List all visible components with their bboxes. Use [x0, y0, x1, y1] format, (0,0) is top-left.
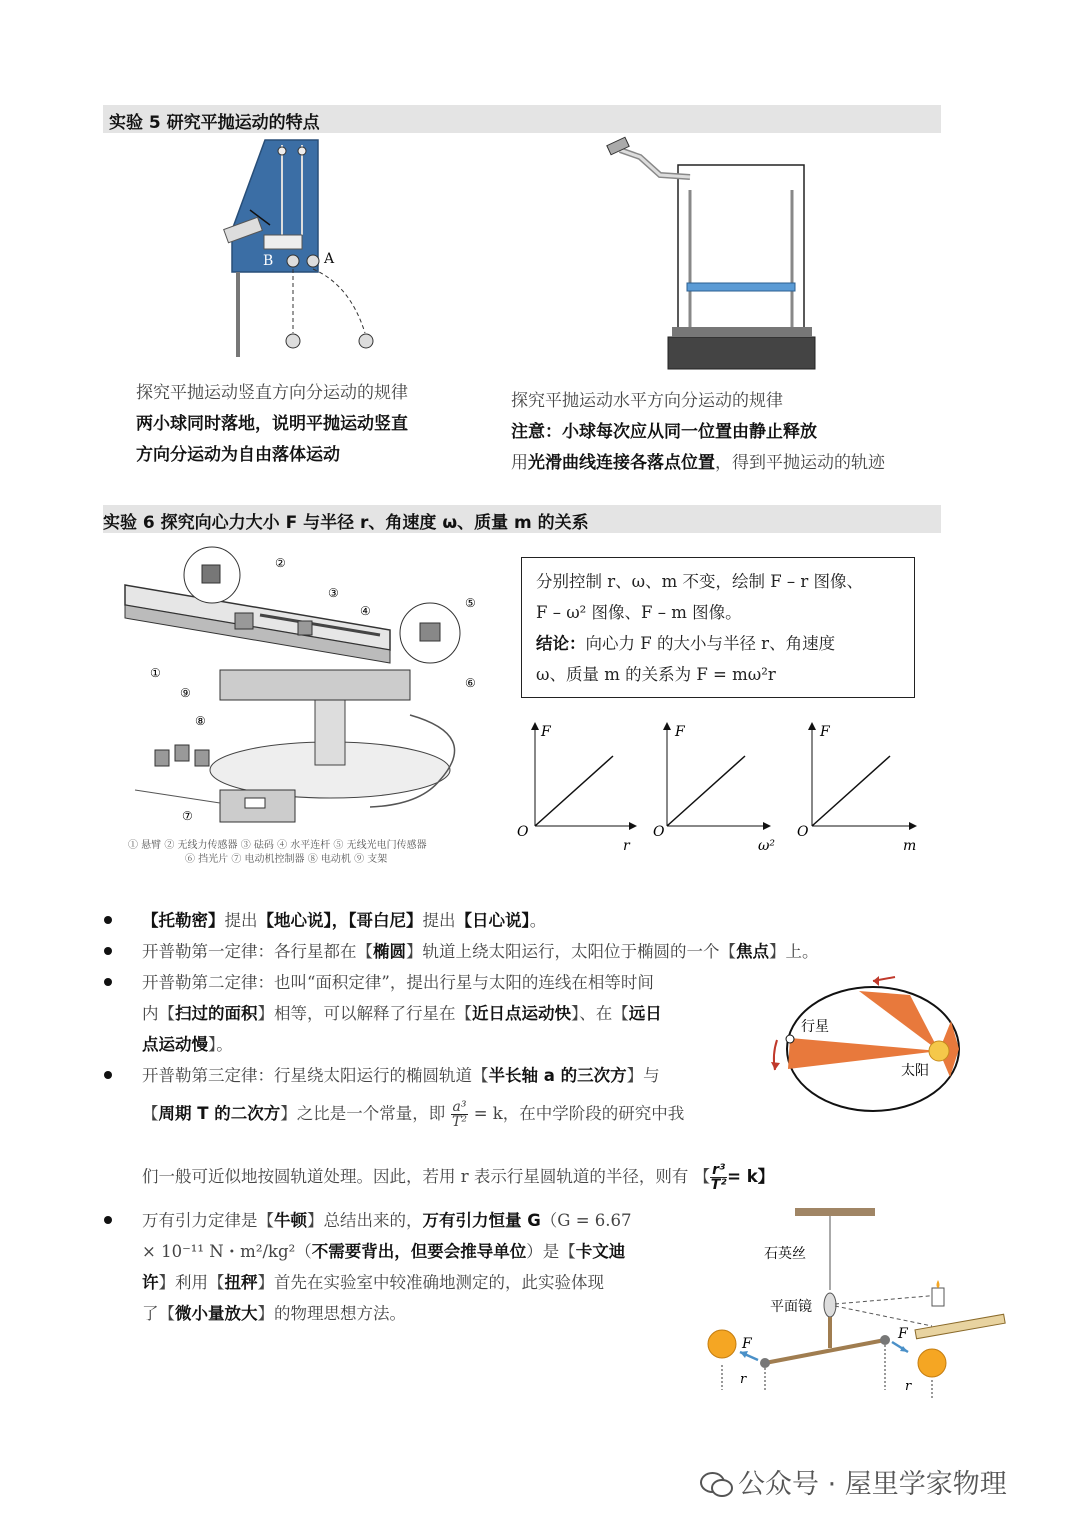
svg-text:O: O: [797, 824, 809, 840]
svg-text:④: ④: [360, 604, 371, 618]
bullet-5-line3: 许】利用【扭秤】首先在实验室中较准确地测定的，此实验体现: [142, 1273, 604, 1292]
right-caption-line1: 探究平抛运动水平方向分运动的规律: [511, 391, 783, 411]
svg-text:m: m: [903, 838, 917, 854]
bullet-5-line1: 万有引力定律是【牛顿】总结出来的，万有引力恒量 G（G = 6.67: [142, 1211, 632, 1230]
exp5-right-apparatus: [600, 135, 840, 375]
watermark: 公众号 · 屋里学家物理: [700, 1462, 1007, 1501]
svg-text:r: r: [740, 1372, 747, 1387]
bullet-dot-1: [104, 916, 112, 924]
svg-text:F: F: [675, 724, 685, 740]
box-line1: 分别控制 r、ω、m 不变，绘制 F – r 图像、: [536, 572, 864, 591]
label-b: B: [263, 253, 274, 269]
apparatus-legend-1: ① 悬臂 ② 无线力传感器 ③ 砝码 ④ 水平连杆 ⑤ 无线光电门传感器: [128, 840, 427, 851]
svg-text:⑥: ⑥: [465, 676, 476, 690]
exp6-apparatus: [120, 545, 490, 845]
exp6-graphs: [515, 718, 925, 858]
box-line2: F – ω² 图像、F – m 图像。: [536, 603, 742, 622]
graph-f-m: [797, 724, 916, 854]
exp6-conclusion-box: [521, 557, 915, 698]
graph-f-r: [517, 724, 633, 854]
torsion-balance-diagram: [700, 1200, 1020, 1410]
exp5-header: [103, 105, 941, 133]
exp5-left-apparatus: [220, 135, 390, 360]
left-caption-line2: 两小球同时落地，说明平抛运动竖直: [136, 414, 408, 434]
bullet-4-line3: 们一般可近似地按圆轨道处理。因此，若用 r 表示行星圆轨道的半径，则有 【 $\frac{\text{r³}}{\text{T²}}$ = k】: [142, 1162, 775, 1193]
box-line3: 结论：向心力 F 的大小与半径 r、角速度: [536, 634, 836, 653]
bullet-3-line1: 开普勒第二定律：也叫“面积定律”，提出行星与太阳的连线在相等时间: [142, 973, 654, 992]
bullet-3-line2: 内【扫过的面积】相等，可以解释了行星在【近日点运动快】、在【远日: [142, 1004, 662, 1023]
label-a: A: [324, 251, 335, 267]
kepler3-circle-fraction: $\frac{\text{r³}}{\text{T²}}$: [710, 1162, 727, 1193]
bullet-dot-2: [104, 947, 112, 955]
svg-text:②: ②: [275, 556, 286, 570]
svg-text:⑤: ⑤: [465, 596, 476, 610]
svg-text:F: F: [742, 1336, 752, 1352]
planet-label: 行星: [801, 1019, 829, 1035]
svg-text:F: F: [541, 724, 551, 740]
box-line4: ω、质量 m 的关系为 F = mω²r: [536, 665, 776, 684]
svg-text:⑦: ⑦: [182, 809, 193, 823]
wechat-icon: [700, 1472, 732, 1496]
kepler3-fraction: $\frac{\text{a³}}{\text{T²}}$: [452, 1099, 467, 1130]
bullet-1: 【托勒密】提出【地心说】，【哥白尼】提出【日心说】。: [142, 911, 547, 930]
bullet-dot-4: [104, 1071, 112, 1079]
graph-f-omega2: [653, 724, 775, 854]
svg-text:⑨: ⑨: [180, 686, 191, 700]
exp6-header: [103, 505, 941, 533]
bullet-4-line2: 【周期 T 的二次方】之比是一个常量，即 $\frac{\text{a³}}{\text{T²}}$ = k，在中学阶段的研究中我: [142, 1099, 685, 1130]
right-caption-line2: 注意：小球每次应从同一位置由静止释放: [511, 422, 817, 442]
exp6-title: 实验 6 探究向心力大小 F 与半径 r、角速度 ω、质量 m 的关系: [103, 513, 589, 533]
svg-text:r: r: [905, 1379, 912, 1394]
exp5-title: 实验 5 研究平抛运动的特点: [109, 113, 320, 133]
bullet-dot-3: [104, 978, 112, 986]
svg-text:F: F: [898, 1326, 908, 1342]
bullet-2: 开普勒第一定律：各行星都在【椭圆】轨道上绕太阳运行，太阳位于椭圆的一个【焦点】上。: [142, 942, 819, 961]
bullet-dot-5: [104, 1216, 112, 1224]
left-caption-line1: 探究平抛运动竖直方向分运动的规律: [136, 383, 408, 403]
svg-text:r: r: [623, 838, 630, 854]
bullet-5-line4: 了【微小量放大】的物理思想方法。: [142, 1304, 406, 1323]
bullet-3-line3: 点运动慢】。: [142, 1035, 233, 1054]
svg-text:F: F: [820, 724, 830, 740]
svg-text:O: O: [517, 824, 529, 840]
svg-text:O: O: [653, 824, 665, 840]
svg-text:①: ①: [150, 666, 161, 680]
svg-text:ω²: ω²: [758, 838, 776, 854]
left-caption-line3: 方向分运动为自由落体运动: [136, 445, 340, 465]
bullet-4-line1: 开普勒第三定律：行星绕太阳运行的椭圆轨道【半长轴 a 的三次方】与: [142, 1066, 660, 1085]
svg-text:⑧: ⑧: [195, 714, 206, 728]
bullet-5-line2: × 10⁻¹¹ N・m²/kg²（不需要背出，但要会推导单位）是【卡文迪: [142, 1242, 626, 1261]
mirror-label: 平面镜: [770, 1299, 812, 1315]
sun-label: 太阳: [901, 1063, 929, 1079]
right-caption-line3: 用光滑曲线连接各落点位置，得到平抛运动的轨迹: [511, 453, 885, 473]
svg-text:③: ③: [328, 586, 339, 600]
quartz-fiber-label: 石英丝: [764, 1246, 806, 1262]
kepler-ellipse-diagram: [765, 965, 980, 1125]
apparatus-legend-2: ⑥ 挡光片 ⑦ 电动机控制器 ⑧ 电动机 ⑨ 支架: [185, 854, 388, 865]
